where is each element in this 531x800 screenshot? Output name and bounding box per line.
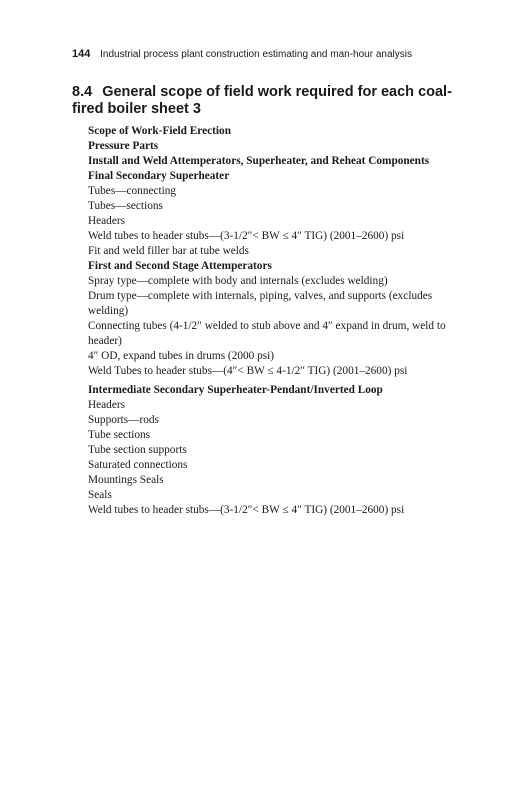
section-title: General scope of field work required for each coal-fired boiler sheet 3 [72,84,452,117]
scope-list [88,124,468,518]
section-heading [72,84,472,118]
list-item: Connecting tubes (4-1/2″ welded to stub above and 4″ expand in drum, weld to header) [88,320,446,347]
list-item: Weld Tubes to header stubs—(4″< BW ≤ 4-1/2″ TIG) (2001–2600) psi [88,365,408,377]
list-item: Spray type—complete with body and internals (excludes welding) [88,275,388,287]
list-item: Drum type—complete with internals, piping, valves, and supports (excludes welding) [88,290,433,317]
list-item: Fit and weld filler bar at tube welds [88,245,249,257]
running-head [72,48,492,60]
subsection-heading: Final Secondary Superheater [88,170,230,182]
list-item: Weld tubes to header stubs—(3-1/2″< BW ≤ 4″ TIG) (2001–2600) psi [88,504,405,516]
category-heading: Pressure Parts [88,140,159,152]
list-item: Supports—rods [88,414,159,426]
list-item: Saturated connections [88,459,188,471]
list-item: Mountings Seals [88,474,164,486]
list-item: Weld tubes to header stubs—(3-1/2″< BW ≤ 4″ TIG) (2001–2600) psi [88,230,405,242]
list-item: Tube sections [88,429,151,441]
list-item: Headers [88,215,126,227]
list-item: Tubes—sections [88,200,163,212]
list-item: Tube section supports [88,444,187,456]
book-title: Industrial process plant construction estimating and man-hour analysis [100,49,412,60]
list-item: Tubes—connecting [88,185,177,197]
task-heading: Install and Weld Attemperators, Superheater, and Reheat Components [88,155,430,167]
section-number: 8.4 [72,84,93,100]
page-number: 144 [72,48,91,60]
subsection-heading: First and Second Stage Attemperators [88,260,272,272]
list-item: Headers [88,399,126,411]
list-item: 4″ OD, expand tubes in drums (2000 psi) [88,350,275,362]
scope-heading: Scope of Work-Field Erection [88,125,231,137]
list-item: Seals [88,489,112,501]
subsection-heading: Intermediate Secondary Superheater-Pendant/Inverted Loop [88,384,383,396]
